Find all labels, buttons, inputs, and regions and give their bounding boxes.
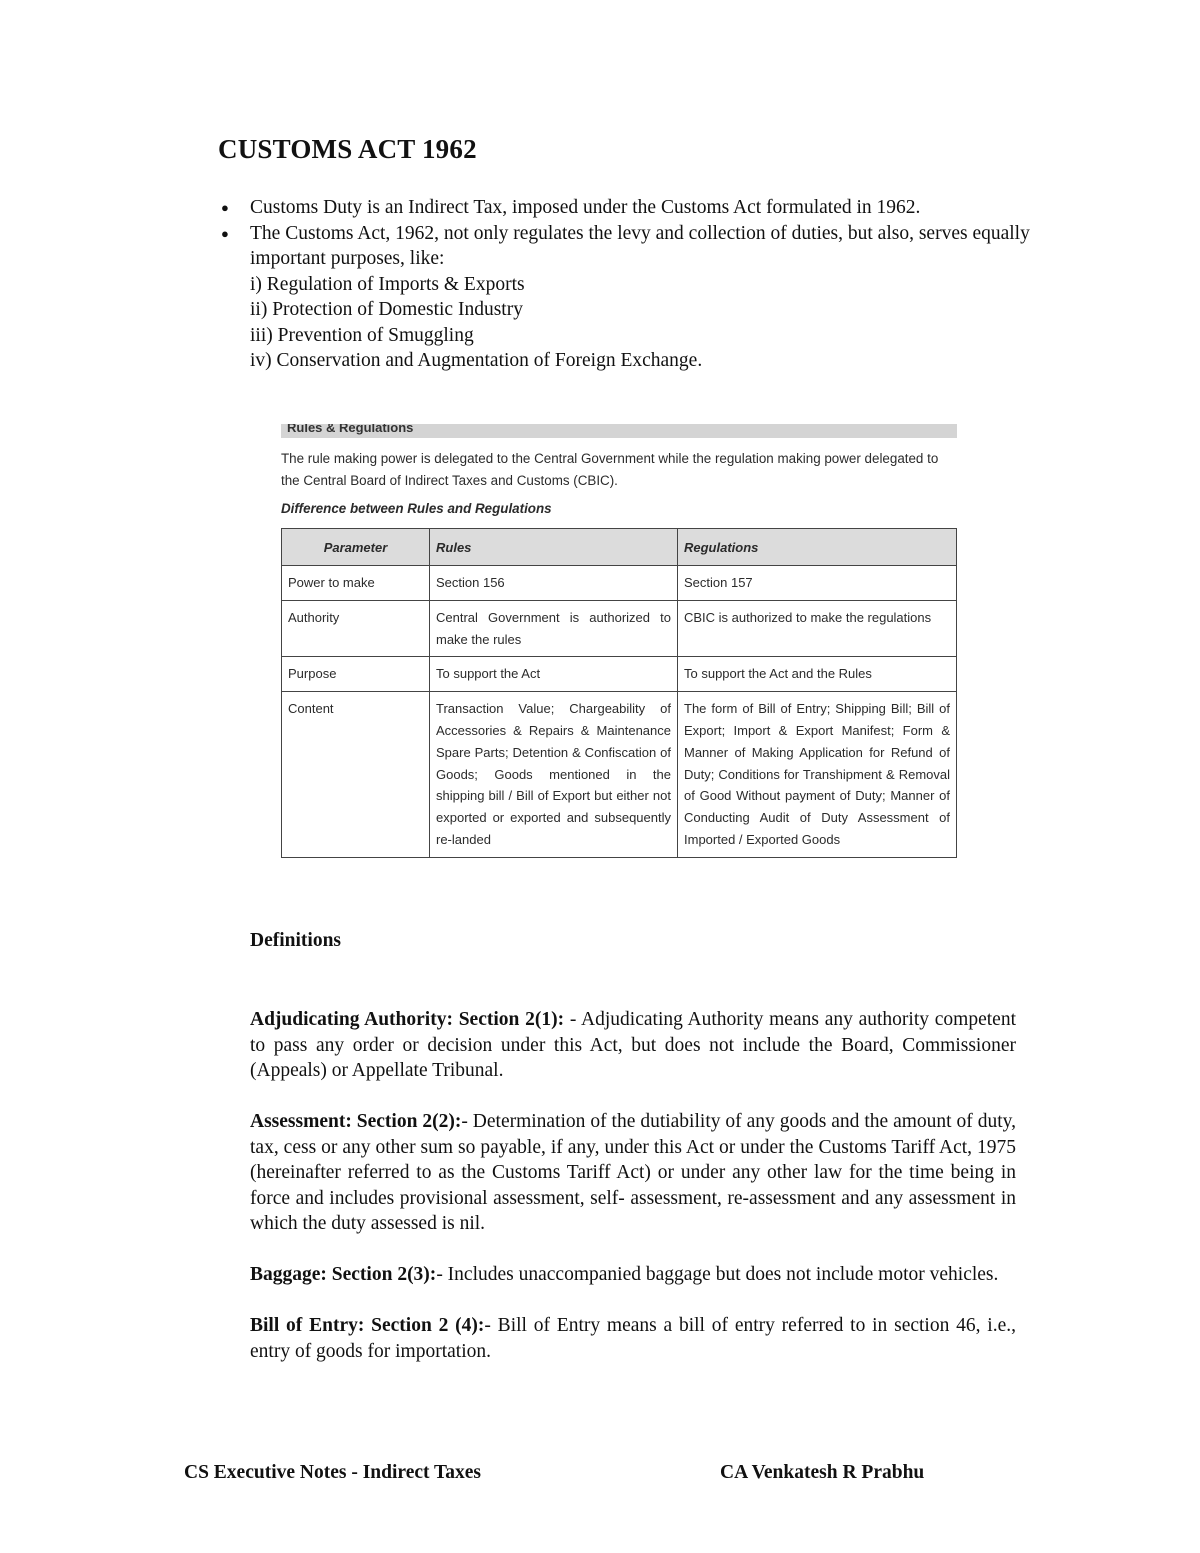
purpose-item: iv) Conservation and Augmentation of Foreign Exchange. bbox=[250, 350, 703, 371]
table-cell: Transaction Value; Chargeability of Accessories & Repairs & Maintenance Spare Parts; Detention & Confiscation of Goods; Goods mentioned in the shipping bill / Bill of Export but either not exported or exported and subsequently re-landed bbox=[430, 692, 678, 858]
table-cell: Section 156 bbox=[430, 566, 678, 601]
purpose-item: ii) Protection of Domestic Industry bbox=[250, 299, 523, 320]
definition-term: Baggage: Section 2(3): bbox=[250, 1264, 437, 1285]
table-row bbox=[282, 566, 957, 601]
table-cell: CBIC is authorized to make the regulations bbox=[678, 600, 957, 657]
header-regulations: Regulations bbox=[678, 529, 957, 566]
definition-text: - Bill of Entry means a bill of entry referred to in section 46, i.e., entry of goods for importation. bbox=[250, 1315, 1017, 1362]
table-header-row bbox=[282, 529, 957, 566]
table-row bbox=[282, 692, 957, 858]
figure-subtitle: Difference between Rules and Regulations bbox=[281, 501, 552, 516]
table-cell: Section 157 bbox=[678, 566, 957, 601]
footer-course-title: CS Executive Notes - Indirect Taxes bbox=[184, 1462, 482, 1483]
header-rules: Rules bbox=[430, 529, 678, 566]
definition-text: - Adjudicating Authority means any authority competent to pass any order or decision under this Act, but does not include the Board, Commissioner (Appeals) or Appellate Tribunal. bbox=[250, 1009, 1016, 1081]
definition-item bbox=[250, 1313, 1016, 1364]
header-parameter: Parameter bbox=[282, 529, 430, 566]
definition-term: Adjudicating Authority: Section 2(1): bbox=[250, 1009, 565, 1030]
definition-term: Assessment: Section 2(2): bbox=[250, 1111, 462, 1132]
table-cell: Purpose bbox=[282, 657, 430, 692]
rules-regulations-table bbox=[281, 528, 957, 858]
definition-item bbox=[250, 1109, 1016, 1237]
footer-author: CA Venkatesh R Prabhu bbox=[720, 1462, 925, 1483]
purposes-intro: The Customs Act, 1962, not only regulates the levy and collection of duties, but also, serves equally important purposes, like: bbox=[250, 222, 1030, 269]
definition-text: - Includes unaccompanied baggage but does not include motor vehicles. bbox=[436, 1264, 999, 1285]
table-cell: To support the Act and the Rules bbox=[678, 657, 957, 692]
purpose-item: i) Regulation of Imports & Exports bbox=[250, 273, 525, 295]
table-cell: To support the Act bbox=[430, 657, 678, 692]
figure-heading: Rules & Regulations bbox=[281, 424, 957, 438]
table-row bbox=[282, 657, 957, 692]
definition-item bbox=[250, 1262, 1016, 1288]
definition-item bbox=[250, 1007, 1016, 1084]
table-cell: Authority bbox=[282, 600, 430, 657]
rules-regulations-figure bbox=[281, 424, 957, 858]
definition-text: - Determination of the dutiability of any goods and the amount of duty, tax, cess or any other sum so payable, if any, under this Act or under the Customs Tariff Act, 1975 (hereinafter referred to as the Customs Tariff Act) or under any other law for the time being in force and includes provisional assessment, self- assessment, re-assessment and any assessment in which the duty assessed is nil. bbox=[250, 1111, 1017, 1234]
figure-paragraph: The rule making power is delegated to the Central Government while the regulation making power delegated to the Central Board of Indirect Taxes and Customs (CBIC). bbox=[281, 451, 939, 488]
table-cell: Power to make bbox=[282, 566, 430, 601]
table-row bbox=[282, 600, 957, 657]
table-cell: Central Government is authorized to make the rules bbox=[430, 600, 678, 657]
bullet-customs-duty: ● Customs Duty is an Indirect Tax, imposed under the Customs Act formulated in 1962. bbox=[218, 195, 1048, 221]
page-title: CUSTOMS ACT 1962 bbox=[218, 134, 477, 164]
bullet-customs-act-purposes bbox=[218, 221, 1048, 374]
table-cell: Content bbox=[282, 692, 430, 858]
purposes-list bbox=[250, 272, 1048, 374]
definition-term: Bill of Entry: Section 2 (4): bbox=[250, 1315, 485, 1336]
definitions-heading: Definitions bbox=[250, 930, 342, 951]
definitions-list bbox=[250, 1007, 1016, 1390]
table-cell: The form of Bill of Entry; Shipping Bill; Bill of Export; Import & Export Manifest; Form & Manner of Making Application for Refund of Duty; Conditions for Transhipment & Removal of Good Without payment of Duty; Manner of Conducting Audit of Duty Assessment of Imported / Exported Goods bbox=[678, 692, 957, 858]
purpose-item: iii) Prevention of Smuggling bbox=[250, 324, 474, 346]
intro-bullet-list bbox=[218, 195, 1048, 374]
